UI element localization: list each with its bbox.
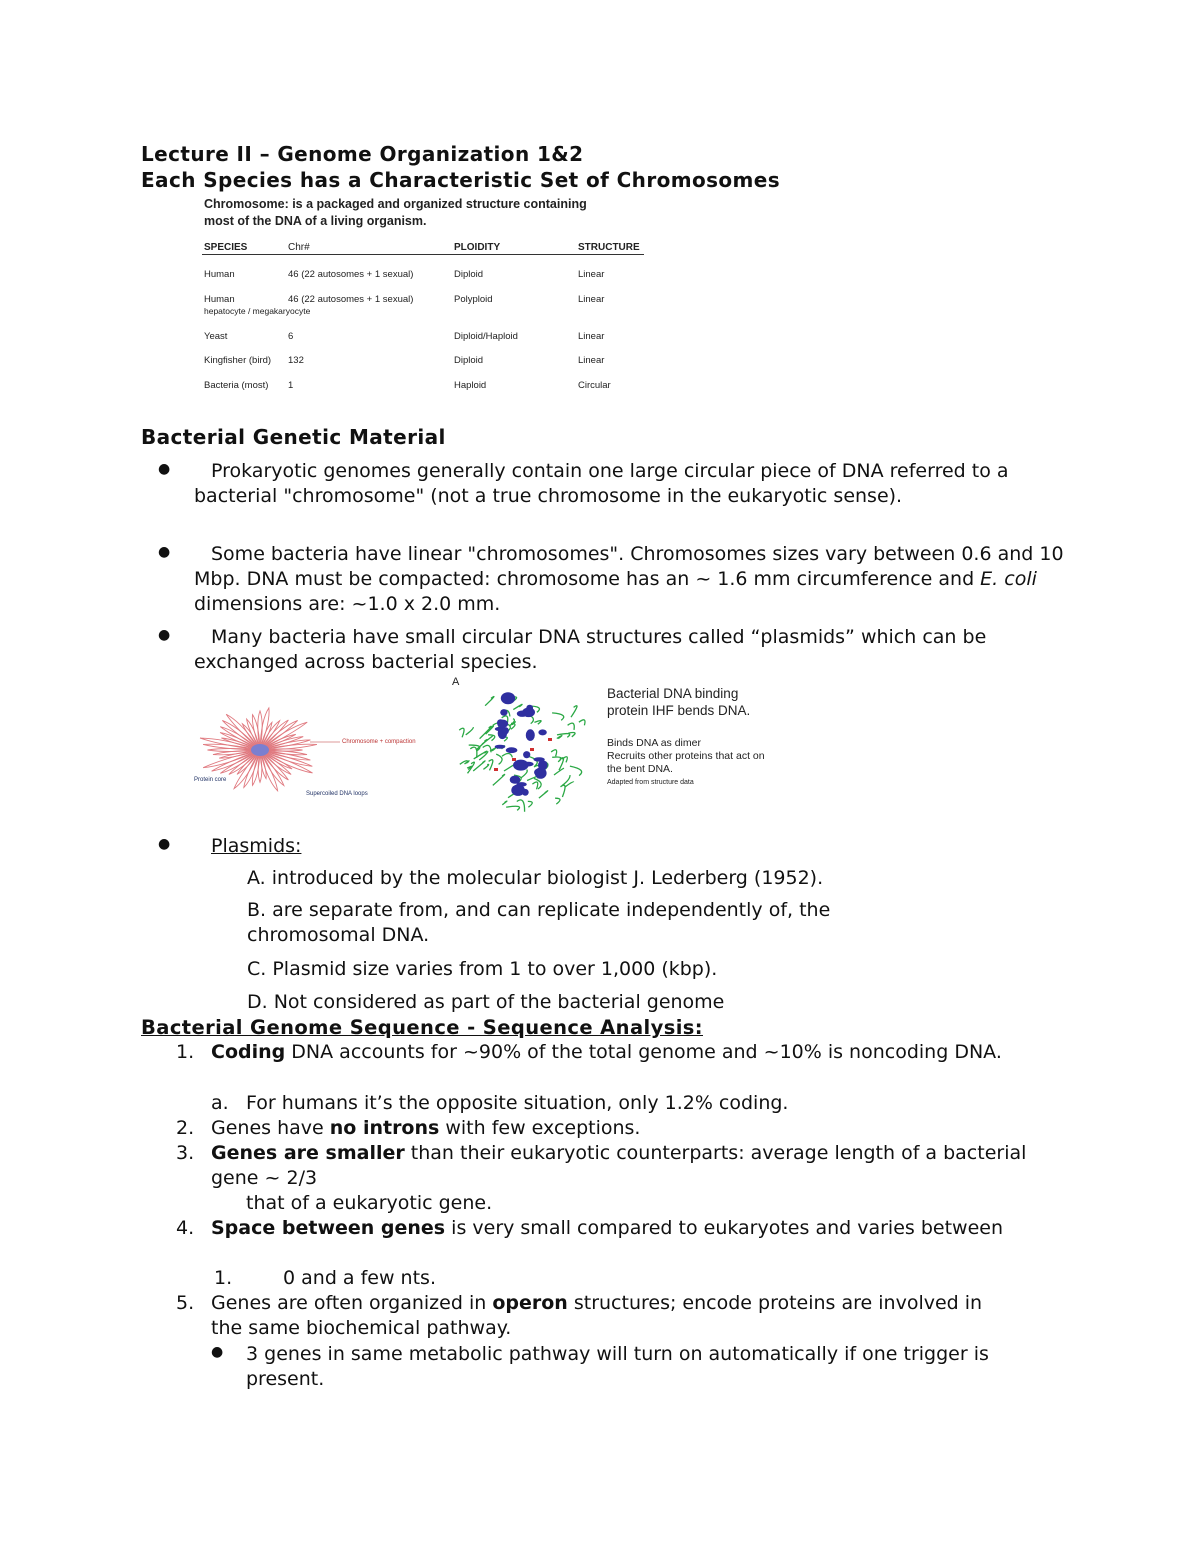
- item-text: than their eukaryotic counterparts: average length of a bacterial gene ~ 2/3: [211, 1142, 1027, 1189]
- protein-ribbon-green: [466, 727, 474, 735]
- table-cell-species: Yeast: [204, 331, 228, 342]
- protein-ribbon-green: [579, 720, 585, 725]
- section-heading-genetic-material: Bacterial Genetic Material: [141, 425, 446, 449]
- protein-ribbon-green: [570, 766, 582, 776]
- figure-label: Chromosome + compaction: [342, 739, 416, 745]
- table-cell-species: Bacteria (most): [204, 380, 269, 391]
- chromosome-table: [202, 196, 652, 396]
- dna-loops-figure: [190, 695, 416, 807]
- protein-helix-blue: [538, 729, 546, 735]
- item-text: DNA accounts for ~90% of the total genome and ~10% is noncoding DNA.: [285, 1041, 1002, 1063]
- item-text: with few exceptions.: [439, 1117, 641, 1139]
- table-cell-ploidy: Polyploid: [454, 294, 493, 305]
- plasmid-point-a: A. introduced by the molecular biologist J. Lederberg (1952).: [247, 867, 824, 889]
- bullet-icon: ●: [211, 1344, 224, 1360]
- protein-ribbon-green: [552, 757, 561, 762]
- list-item-genes-smaller: [211, 1141, 1071, 1191]
- bold-term: Space between genes: [211, 1217, 446, 1239]
- table-cell-species-note: hepatocyte / megakaryocyte: [204, 306, 311, 316]
- protein-ribbon-green: [476, 740, 487, 751]
- protein-ribbon-green: [534, 721, 541, 725]
- table-header-species: SPECIES: [204, 242, 248, 253]
- list-item-coding: [211, 1040, 1071, 1065]
- lecture-title: Lecture II – Genome Organization 1&2: [141, 142, 584, 166]
- protein-residue-red: [512, 758, 516, 761]
- figure-label: Supercoiled DNA loops: [306, 791, 368, 797]
- protein-helix-blue: [522, 789, 529, 796]
- plasmid-point-c: C. Plasmid size varies from 1 to over 1,000 (kbp).: [247, 958, 718, 980]
- list-number: 4.: [176, 1217, 195, 1239]
- bullet-icon: ●: [158, 461, 171, 477]
- bullet-icon: ●: [158, 627, 171, 643]
- table-cell-chr: 132: [288, 355, 304, 366]
- protein-helix-blue: [502, 727, 509, 734]
- table-cell-chr: 46 (22 autosomes + 1 sexual): [288, 294, 414, 305]
- section-heading-sequence-analysis: [141, 1016, 703, 1039]
- lecture-subtitle: Each Species has a Characteristic Set of Chromosomes: [141, 168, 781, 192]
- table-header-structure: STRUCTURE: [578, 242, 640, 253]
- protein-ribbon-green: [493, 774, 505, 785]
- protein-ribbon-green: [489, 760, 493, 771]
- ihf-protein-structure-image: [448, 676, 600, 820]
- chromosome-definition: [204, 196, 644, 230]
- protein-ribbon-green: [521, 770, 527, 778]
- item-text: is very small compared to eukaryotes and varies between: [445, 1217, 1003, 1239]
- ihf-note-line: Recruits other proteins that act on: [607, 750, 765, 762]
- list-subitem-humans: For humans it’s the opposite situation, only 1.2% coding.: [246, 1092, 789, 1114]
- plasmid-point-d: D. Not considered as part of the bacterial genome: [247, 991, 725, 1013]
- list-item-operon: [211, 1291, 1011, 1341]
- protein-ribbon-green: [502, 753, 512, 757]
- table-cell-chr: 1: [288, 380, 294, 391]
- protein-helix-blue: [506, 747, 518, 753]
- item-text: Genes have: [211, 1117, 330, 1139]
- protein-helix-blue: [526, 729, 535, 741]
- list-letter: a.: [211, 1092, 229, 1114]
- protein-core: [251, 744, 269, 756]
- bullet-prokaryotic-genomes: Prokaryotic genomes generally contain one large circular piece of DNA referred to a bacterial "chromosome" (not a true chromosome in the eukaryotic sense).: [194, 460, 1009, 507]
- plasmid-point-b: B. are separate from, and can replicate independently of, the chromosomal DNA.: [247, 899, 831, 946]
- protein-ribbon-green: [506, 806, 519, 810]
- protein-ribbon-green: [488, 735, 495, 741]
- protein-helix-blue: [513, 760, 529, 771]
- protein-helix-blue: [501, 692, 515, 704]
- bullet-icon: ●: [158, 544, 171, 560]
- protein-helix-blue: [495, 745, 506, 749]
- protein-residue-red: [548, 738, 552, 741]
- protein-helix-blue: [538, 760, 548, 770]
- table-cell-species: Human: [204, 269, 235, 280]
- panel-letter: A: [452, 676, 460, 688]
- protein-residue-red: [530, 748, 534, 751]
- table-cell-chr: 46 (22 autosomes + 1 sexual): [288, 269, 414, 280]
- table-header-ploidity: PLOIDITY: [454, 242, 501, 253]
- list-number: 5.: [176, 1292, 195, 1314]
- list-number: 1.: [176, 1041, 195, 1063]
- ihf-caption: [607, 685, 750, 719]
- protein-ribbon-green: [551, 750, 557, 757]
- species-name-italic: E. coli: [980, 568, 1037, 590]
- bullet-metabolic-pathway: 3 genes in same metabolic pathway will turn on automatically if one trigger is present.: [246, 1343, 989, 1390]
- table-cell-structure: Linear: [578, 294, 605, 305]
- ihf-caption-line: Bacterial DNA binding: [607, 686, 739, 701]
- protein-helix-blue: [497, 720, 508, 728]
- protein-ribbon-green: [502, 801, 507, 805]
- table-cell-species: Human: [204, 294, 235, 305]
- table-cell-chr: 6: [288, 331, 294, 342]
- bold-term: no introns: [329, 1117, 440, 1139]
- list-item-space-between-genes: [211, 1216, 1041, 1241]
- plasmids-label-text: Plasmids:: [211, 835, 302, 857]
- sub-list-item: 0 and a few nts.: [283, 1267, 436, 1289]
- list-item-introns: [211, 1116, 640, 1141]
- bullet-text: dimensions are: ~1.0 x 2.0 mm.: [194, 593, 501, 615]
- protein-ribbon-green: [485, 697, 494, 706]
- plasmids-label: [211, 834, 301, 859]
- ihf-note-line: Adapted from structure data: [607, 779, 694, 786]
- protein-ribbon-green: [539, 791, 548, 798]
- bullet-plasmids-exchange: Many bacteria have small circular DNA structures called “plasmids” which can be exchanged across bacterial species.: [194, 626, 987, 673]
- figure-label: Protein core: [194, 777, 227, 783]
- protein-ribbon-green: [571, 706, 577, 717]
- sub-list-number: 1.: [214, 1267, 233, 1289]
- table-cell-ploidy: Diploid: [454, 269, 484, 280]
- ihf-notes: [607, 737, 765, 789]
- protein-ribbon-green: [557, 736, 562, 739]
- item-text: Genes are often organized in: [211, 1292, 493, 1314]
- table-header-chr: Chr#: [288, 242, 310, 253]
- bold-term: Genes are smaller: [211, 1142, 405, 1164]
- dna-loops-diagram: [190, 695, 410, 807]
- table-cell-structure: Linear: [578, 269, 605, 280]
- protein-ribbon-green: [483, 764, 488, 769]
- table-cell-structure: Linear: [578, 355, 605, 366]
- table-cell-structure: Linear: [578, 331, 605, 342]
- table-cell-species: Kingfisher (bird): [204, 355, 272, 366]
- protein-helix-blue: [522, 708, 535, 718]
- protein-ribbon-green: [470, 747, 477, 758]
- section-heading-text: Bacterial Genome Sequence - Sequence Analysis:: [141, 1016, 703, 1039]
- bullet-linear-chromosomes: [194, 542, 1074, 617]
- bold-term: Coding: [211, 1041, 286, 1063]
- protein-ribbon-green: [561, 785, 566, 797]
- protein-ribbon-green: [552, 713, 564, 720]
- protein-residue-red: [494, 768, 498, 771]
- bold-term: operon: [492, 1292, 568, 1314]
- ihf-note-line: Binds DNA as dimer: [607, 737, 701, 749]
- protein-helix-blue: [500, 709, 507, 716]
- list-number: 2.: [176, 1117, 195, 1139]
- definition-line-1: Chromosome: is a packaged and organized structure containing: [204, 197, 587, 211]
- protein-structure-diagram: [448, 676, 600, 820]
- item-text: structures; encode proteins are involved in the same biochemical pathway.: [211, 1292, 983, 1339]
- protein-ribbon-green: [528, 801, 532, 807]
- protein-ribbon-green: [532, 782, 537, 789]
- protein-ribbon-green: [513, 704, 522, 709]
- protein-helix-blue: [510, 776, 521, 784]
- table-cell-ploidy: Haploid: [454, 380, 487, 391]
- list-item-continuation: that of a eukaryotic gene.: [246, 1192, 493, 1214]
- list-number: 3.: [176, 1142, 195, 1164]
- ihf-caption-line: protein IHF bends DNA.: [607, 703, 751, 718]
- protein-helix-blue: [523, 751, 530, 758]
- table-cell-structure: Circular: [578, 380, 611, 391]
- bullet-icon: ●: [158, 836, 171, 852]
- protein-ribbon-green: [568, 723, 575, 730]
- protein-ribbon-green: [555, 798, 560, 804]
- protein-ribbon-green: [459, 728, 464, 737]
- table-cell-ploidy: Diploid: [454, 355, 484, 366]
- table-header-rule: [202, 254, 644, 255]
- definition-line-2: most of the DNA of a living organism.: [204, 214, 427, 228]
- protein-ribbon-green: [496, 754, 502, 764]
- table-cell-ploidy: Diploid/Haploid: [454, 331, 518, 342]
- bullet-text: Some bacteria have linear "chromosomes". Chromosomes sizes vary between 0.6 and 10 Mbp. DNA must be compacted: chromosome has an ~ 1.6 mm circumference and: [194, 543, 1064, 590]
- ihf-note-line: the bent DNA.: [607, 763, 673, 775]
- protein-ribbon-green: [480, 726, 492, 738]
